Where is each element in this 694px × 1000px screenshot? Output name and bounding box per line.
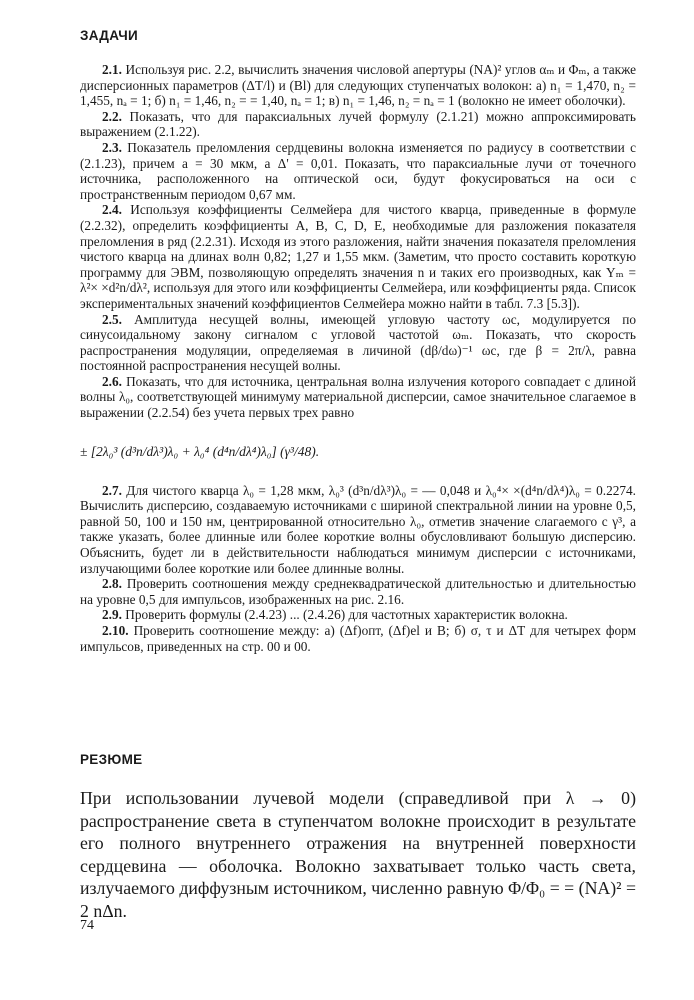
problem-text: Проверить соотношение между: а) (Δf)опт, (Δf)el и B; б) σ, τ и ΔT для четырех форм импульсов, приведенных на стр. 00 и 00. xyxy=(80,623,636,654)
problem-item xyxy=(80,607,636,623)
problem-text: Показатель преломления сердцевины волокна изменяется по радиусу в соответствии с (2.1.23), причем a = 30 мкм, а Δ' = 0,01. Показать, что параксиальные лучи от точечного источника, расположенного на оптической оси, будут фокусироваться на оси с пространственным периодом 0,67 мм. xyxy=(80,139,637,202)
problem-text: Амплитуда несущей волны, имеющей угловую частоту ωc, модулируется по синусоидальному закону сигналом с угловой частотой ωₘ. Показать, что скорость распространения модуляции, определяемая в личиной (dβ/dω)⁻¹ ωc, где β = 2π/λ, равна постоянной распространения несущей волны. xyxy=(80,311,636,374)
problems-heading: ЗАДАЧИ xyxy=(80,28,139,43)
problem-text: Проверить соотношения между среднеквадратической длительностью и длительностью на уровне 0,5 для импульсов, изображенных на рис. 2.16. xyxy=(80,576,636,607)
problem-item xyxy=(80,374,636,421)
problem-item xyxy=(80,140,636,202)
problem-number: 2.1. xyxy=(102,62,122,77)
problem-text: Показать, что для источника, центральная волна излучения которого совпадает с длиной волны λ₀, соответствующей минимуму материальной дисперсии, самое значительное слагаемое в выражении (2.2.54) без учета первых трех равно xyxy=(80,373,636,421)
problem-number: 2.4. xyxy=(102,202,122,218)
problem-text: Используя коэффициенты Селмейера для чистого кварца, приведенные в формуле (2.2.32), определить коэффициенты A, B, C, D, E, необходимые для разложения показателя преломления в ряд (2.2.31). Исходя из этого разложения, найти значения показателя преломления чистого кварца на длинах волн 0,82; 1,27 и 1,55 мкм. (Заметим, что просто составить короткую программу для ЭВМ, позволяющую определять значения n и таких его производных, как Yₘ = λ²× ×d²n/dλ², используя для этого или коэффициенты Селмейера, или коэффициенты ряда. Список экспериментальных значений коэффициентов Селмейера можно найти в табл. 7.3 [5.3]). xyxy=(80,202,636,311)
problem-number: 2.2. xyxy=(102,108,122,124)
problem-text: Проверить формулы (2.4.23) ... (2.4.26) для частотных характеристик волокна. xyxy=(125,607,568,623)
problem-item xyxy=(80,62,636,109)
problem-number: 2.9. xyxy=(102,607,122,623)
problems-list xyxy=(80,62,636,654)
problem-item xyxy=(80,576,636,607)
problem-item xyxy=(80,623,636,654)
display-formula: ± [2λ₀³ (d³n/dλ³)λ₀ + λ₀⁴ (d⁴n/dλ⁴)λ₀] (γ³/48). xyxy=(80,443,320,459)
problem-number: 2.6. xyxy=(102,373,122,389)
summary-heading: РЕЗЮМЕ xyxy=(80,752,143,767)
problem-text: Для чистого кварца λ₀ = 1,28 мкм, λ₀³ (d³n/dλ³)λ₀ = — 0,048 и λ₀⁴× ×(d⁴n/dλ⁴)λ₀ = 0.2274. Вычислить дисперсию, создаваемую источниками с шириной спектральной линии на уровне 0,5, равной 50, 100 и 150 нм, центрированной относительно λ₀, отметив значение слагаемого с γ³, а также указать, более длинные или более короткие волны обусловливают большую дисперсию. Объяснить, будет ли в действительности наблюдаться минимум дисперсии с источниками, излучающими более короткие или более длинные волны. xyxy=(80,482,636,576)
problem-number: 2.8. xyxy=(102,576,122,592)
problem-text: Показать, что для параксиальных лучей формулу (2.1.21) можно аппроксимировать выражением (2.1.22). xyxy=(80,108,636,140)
page-number: 74 xyxy=(80,918,94,933)
problem-item xyxy=(80,109,636,140)
problem-item xyxy=(80,202,636,311)
problem-text: Используя рис. 2.2, вычислить значения числовой апертуры (NA)² углов αₘ и Φₘ, а также дисперсионных параметров (ΔT/l) и (Bl) для следующих ступенчатых волокон: а) n₁ = 1,470, n₂ = 1,455, nₐ = 1; б) n₁ = 1,46, n₂ = = 1,40, nₐ = 1; в) n₁ = 1,46, n₂ = nₐ = 1 (волокно не имеет оболочки). xyxy=(80,62,637,109)
problem-number: 2.5. xyxy=(102,311,122,327)
problem-number: 2.10. xyxy=(102,623,129,638)
problem-number: 2.3. xyxy=(102,139,122,155)
problem-item xyxy=(80,312,636,374)
summary-paragraph: При использовании лучевой модели (справедливой при λ → 0) распространение света в ступенчатом волокне происходит в результате его полного внутреннего отражения на внутренней поверхности сердцевина — оболочка. Волокно захватывает только часть света, излучаемого диффузным источником, численно равную Φ/Φ₀ = = (NA)² = 2 nΔn. xyxy=(80,788,636,921)
problem-item xyxy=(80,483,636,577)
summary-section xyxy=(80,787,636,923)
problem-number: 2.7. xyxy=(102,482,122,498)
